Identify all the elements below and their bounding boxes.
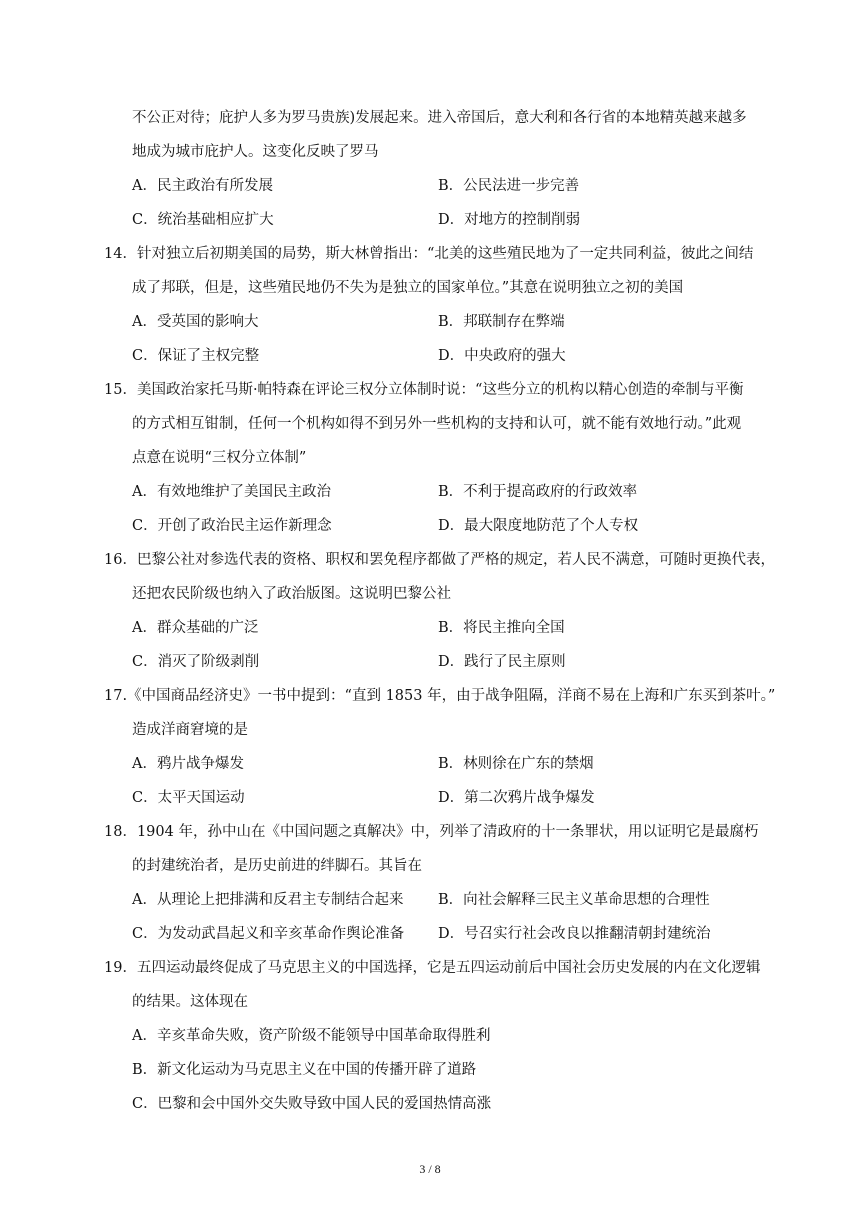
q18-option-a: A．从理论上把排满和反君主专制结合起来	[132, 892, 404, 908]
q15-option-d: D．最大限度地防范了个人专权	[438, 518, 639, 534]
q13-stem-line: 地成为城市庇护人。这变化反映了罗马	[132, 144, 379, 160]
q19-option-c: C．巴黎和会中国外交失败导致中国人民的爱国热情高涨	[132, 1096, 492, 1112]
q19-option-b: B．新文化运动为马克思主义在中国的传播开辟了道路	[132, 1062, 477, 1078]
q15-option-a: A．有效地维护了美国民主政治	[132, 484, 331, 500]
q17-option-d: D．第二次鸦片战争爆发	[438, 790, 595, 806]
q19-stem-line: 的结果。这体现在	[132, 994, 248, 1010]
q17-option-a: A．鸦片战争爆发	[132, 756, 244, 772]
q16-stem-line: 16．巴黎公社对参选代表的资格、职权和罢免程序都做了严格的规定，若人民不满意，可随时更换代表，	[104, 552, 775, 568]
q16-stem-line: 还把农民阶级也纳入了政治版图。这说明巴黎公社	[132, 586, 451, 602]
q18-stem-line: 18．1904 年，孙中山在《中国问题之真解决》中，列举了清政府的十一条罪状，用以证明它是最腐朽	[104, 824, 759, 840]
page-number: 3 / 8	[419, 1162, 441, 1176]
q13-option-a: A．民主政治有所发展	[132, 178, 273, 194]
q17-option-b: B．林则徐在广东的禁烟	[438, 756, 594, 772]
q13-option-c: C．统治基础相应扩大	[132, 212, 274, 228]
q16-option-b: B．将民主推向全国	[438, 620, 565, 636]
q17-option-c: C．太平天国运动	[132, 790, 245, 806]
q14-option-c: C．保证了主权完整	[132, 348, 260, 364]
q18-option-c: C．为发动武昌起义和辛亥革命作舆论准备	[132, 926, 405, 942]
q14-option-d: D．中央政府的强大	[438, 348, 566, 364]
q15-stem-line: 点意在说明“三权分立体制”	[132, 450, 307, 466]
q19-option-a: A．辛亥革命失败，资产阶级不能领导中国革命取得胜利	[132, 1028, 491, 1044]
q14-option-a: A．受英国的影响大	[132, 314, 259, 330]
q14-option-b: B．邦联制存在弊端	[438, 314, 565, 330]
q15-option-b: B．不利于提高政府的行政效率	[438, 484, 638, 500]
q18-stem-line: 的封建统治者，是历史前进的绊脚石。其旨在	[132, 858, 422, 874]
q18-option-d: D．号召实行社会改良以推翻清朝封建统治	[438, 926, 711, 942]
q17-stem-line: 造成洋商窘境的是	[132, 722, 248, 738]
q17-stem-line: 17.《中国商品经济史》一书中提到：“直到 1853 年，由于战争阻隔，洋商不易在上海和广东买到茶叶。”	[104, 688, 776, 704]
q13-option-d: D．对地方的控制削弱	[438, 212, 581, 228]
q16-option-d: D．践行了民主原则	[438, 654, 566, 670]
q13-option-b: B．公民法进一步完善	[438, 178, 580, 194]
q14-stem-line: 14．针对独立后初期美国的局势，斯大林曾指出：“北美的这些殖民地为了一定共同利益，彼此之间结	[104, 246, 754, 262]
q16-option-c: C．消灭了阶级剥削	[132, 654, 260, 670]
q16-option-a: A．群众基础的广泛	[132, 620, 259, 636]
q19-stem-line: 19．五四运动最终促成了马克思主义的中国选择，它是五四运动前后中国社会历史发展的内在文化逻辑	[104, 960, 761, 976]
q15-option-c: C．开创了政治民主运作新理念	[132, 518, 332, 534]
q14-stem-line: 成了邦联，但是，这些殖民地仍不失为是独立的国家单位。”其意在说明独立之初的美国	[132, 280, 684, 296]
q15-stem-line: 的方式相互钳制，任何一个机构如得不到另外一些机构的支持和认可，就不能有效地行动。”此观	[132, 416, 742, 432]
q18-option-b: B．向社会解释三民主义革命思想的合理性	[438, 892, 710, 908]
q15-stem-line: 15．美国政治家托马斯·帕特森在评论三权分立体制时说：“这些分立的机构以精心创造的牵制与平衡	[104, 382, 744, 398]
q13-stem-line: 不公正对待；庇护人多为罗马贵族)发展起来。进入帝国后，意大利和各行省的本地精英越来越多	[132, 110, 747, 126]
